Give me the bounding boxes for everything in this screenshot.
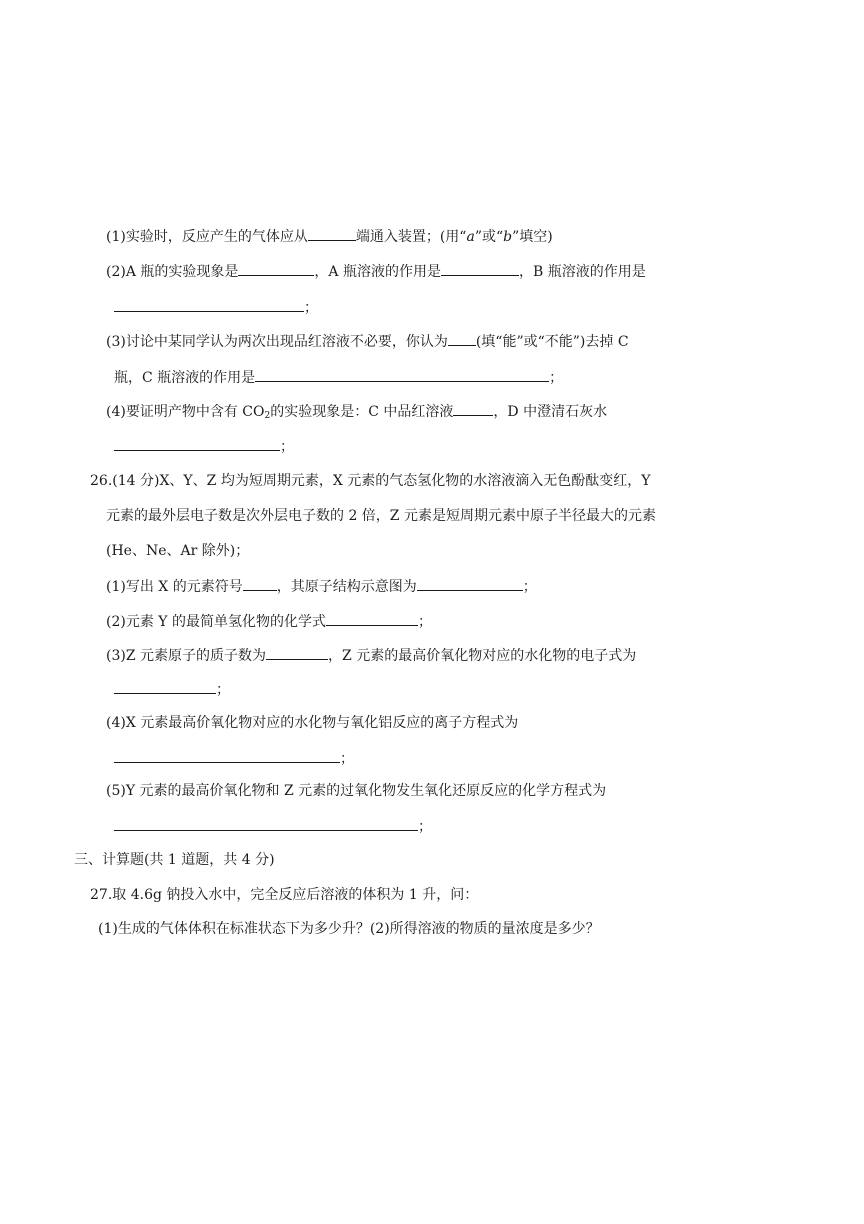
q26-part2-text-a: (2)元素 Y 的最简单氢化物的化学式 xyxy=(106,614,326,630)
q25-part3 xyxy=(106,332,629,350)
q25-part1-text-c: ”或“ xyxy=(474,229,504,245)
q27-stem: 27.取 4.6g 钠投入水中，完全反应后溶液的体积为 1 升，问： xyxy=(90,887,479,903)
q25-part4-text-c: ，D 中澄清石灰水 xyxy=(493,404,608,420)
q25-part1-blank[interactable] xyxy=(308,227,356,241)
q25-part2-blank-2[interactable] xyxy=(441,262,519,276)
q25-part1-text-a: (1)实验时，反应产生的气体应从 xyxy=(106,229,308,245)
q26-part5-cont xyxy=(114,817,432,835)
q26-part1-end: ； xyxy=(522,579,537,595)
q25-part2-text-c: ，B 瓶溶液的作用是 xyxy=(518,264,646,280)
q26-part1-text-b: ，其原子结构示意图为 xyxy=(276,579,417,595)
q25-part3-text-c: 瓶，C 瓶溶液的作用是 xyxy=(114,370,256,386)
q26-part4-cont xyxy=(114,749,354,767)
q25-part4-cont xyxy=(114,437,294,455)
q26-part1-text-a: (1)写出 X 的元素符号 xyxy=(106,579,243,595)
q26-part3-end: ； xyxy=(216,682,230,698)
q26-part4 xyxy=(106,714,518,732)
q26-part4-text-a: (4)X 元素最高价氧化物对应的水化物与氧化铝反应的离子方程式为 xyxy=(106,715,519,731)
q26-part2 xyxy=(106,612,432,630)
q26-part1-blank-1[interactable] xyxy=(243,577,277,591)
q25-part4-subscript: 2 xyxy=(264,411,271,421)
q26-part5 xyxy=(106,782,606,800)
section-3-heading: 三、计算题(共 1 道题，共 4 分) xyxy=(74,852,275,868)
q26-part5-end: ； xyxy=(418,819,432,835)
q25-part3-text-a: (3)讨论中某同学认为两次出现品红溶液不必要，你认为 xyxy=(106,334,448,350)
q26-part2-blank[interactable] xyxy=(326,612,418,626)
q25-part4 xyxy=(106,402,607,420)
q26-stem-line-2: 元素的最外层电子数是次外层电子数的 2 倍，Z 元素是短周期元素中原子半径最大的元素 xyxy=(106,508,656,524)
q25-part3-cont xyxy=(114,368,563,386)
q26-part3-text-a: (3)Z 元素原子的质子数为 xyxy=(106,648,267,664)
q25-part4-blank-1[interactable] xyxy=(453,402,493,416)
q26-part3-blank-2[interactable] xyxy=(114,680,216,694)
q25-part4-text-a: (4)要证明产物中含有 CO xyxy=(106,404,265,420)
q25-part2-text-b: ，A 瓶溶液的作用是 xyxy=(314,264,441,280)
q27-parts: (1)生成的气体体积在标准状态下为多少升？(2)所得溶液的物质的量浓度是多少？ xyxy=(98,921,600,937)
q25-part2-end: ； xyxy=(304,300,318,316)
q25-part2-blank-3[interactable] xyxy=(114,298,304,312)
q26-part4-end: ； xyxy=(340,751,354,767)
q25-var-a: a xyxy=(466,229,475,245)
q25-part4-end: ； xyxy=(280,439,294,455)
q26-part3-text-b: ，Z 元素的最高价氧化物对应的水化物的电子式为 xyxy=(328,648,637,664)
q26-part2-end: ； xyxy=(417,614,432,630)
q26-part5-blank[interactable] xyxy=(114,817,418,831)
q26-stem-line-3: (He、Ne、Ar 除外)； xyxy=(106,543,250,559)
q25-part3-end: ； xyxy=(549,370,564,386)
q25-part1-text-d: ”填空) xyxy=(512,229,553,245)
q26-part1-blank-2[interactable] xyxy=(417,577,523,591)
q25-part2-text-a: (2)A 瓶的实验现象是 xyxy=(106,264,239,280)
q26-part3 xyxy=(106,646,636,664)
q25-part3-blank-2[interactable] xyxy=(255,368,549,382)
q26-part4-blank[interactable] xyxy=(114,749,340,763)
q26-part3-blank-1[interactable] xyxy=(266,646,328,660)
q26-stem-line-1: 26.(14 分)X、Y、Z 均为短周期元素，X 元素的气态氢化物的水溶液滴入无色酚酞变红，Y xyxy=(90,473,651,489)
q25-part3-text-b: (填“能”或“不能”)去掉 C xyxy=(475,334,629,350)
q26-part1 xyxy=(106,577,537,595)
q26-part3-cont xyxy=(114,680,230,698)
q26-part5-text-a: (5)Y 元素的最高价氧化物和 Z 元素的过氧化物发生氧化还原反应的化学方程式为 xyxy=(106,783,607,799)
q25-part4-blank-2[interactable] xyxy=(114,437,280,451)
q25-part2-blank-1[interactable] xyxy=(238,262,314,276)
q25-part1-text-b: 端通入装置；(用“ xyxy=(355,229,467,245)
q25-part4-text-b: 的实验现象是：C 中品红溶液 xyxy=(270,404,454,420)
q25-part1 xyxy=(106,227,553,245)
q25-var-b: b xyxy=(503,229,513,245)
q25-part2-cont xyxy=(114,298,318,316)
q25-part3-blank-1[interactable] xyxy=(448,332,476,346)
q25-part2 xyxy=(106,262,646,280)
